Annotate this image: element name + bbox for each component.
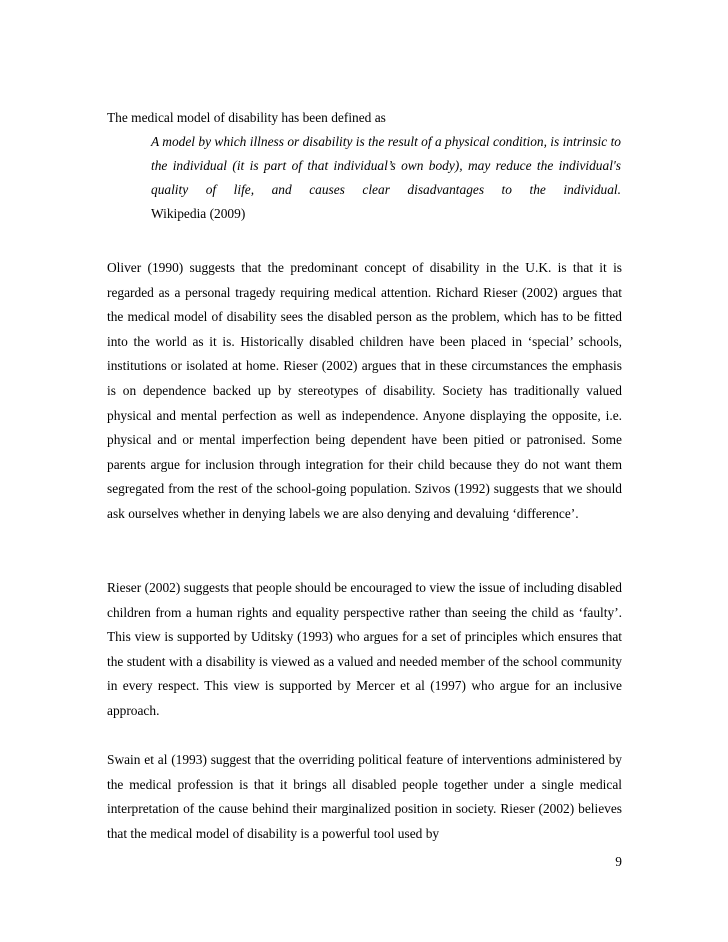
intro-text: The medical model of disability has been defined as	[107, 110, 386, 125]
page-number: 9	[615, 854, 622, 869]
block-quote	[151, 130, 621, 226]
paragraph: Oliver (1990) suggests that the predominant concept of disability in the U.K. is that it is regarded as a personal tragedy requiring medical attention. Richard Rieser (2002) argues that the medical model of disability sees the disabled person as the problem, which has to be fitted into the world as it is. Historically disabled children have been placed in ‘special’ schools, institutions or isolated at home. Rieser (2002) argues that in these circumstances the emphasis is on dependence backed up by stereotypes of disability. Society has traditionally valued physical and mental perfection as well as independence. Anyone displaying the opposite, i.e. physical and or mental imperfection being dependent have been pitied or patronised. Some parents argue for inclusion through integration for their child because they do not want them segregated from the rest of the school-going population. Szivos (1992) suggests that we should ask ourselves whether in denying labels we are also denying and devaluing ‘difference’.	[107, 260, 622, 521]
paragraph: Rieser (2002) suggests that people should be encouraged to view the issue of including disabled children from a human rights and equality perspective rather than seeing the child as ‘faulty’. This view is supported by Uditsky (1993) who argues for a set of principles which ensures that the student with a disability is viewed as a valued and needed member of the school community in every respect. This view is supported by Mercer et al (1997) who argue for an inclusive approach.	[107, 580, 622, 718]
quote-source: Wikipedia (2009)	[151, 206, 246, 221]
quote-text: A model by which illness or disability is the result of a physical condition, is intrinsic to the individual (it is part of that individual’s own body), may reduce the individual's quality of life, and causes clear disadvantages to the individual.	[151, 134, 621, 197]
paragraph: Swain et al (1993) suggest that the overriding political feature of interventions administered by the medical profession is that it brings all disabled people together under a single medical interpretation of the cause behind their marginalized position in society. Rieser (2002) believes that the medical model of disability is a powerful tool used by	[107, 752, 622, 841]
